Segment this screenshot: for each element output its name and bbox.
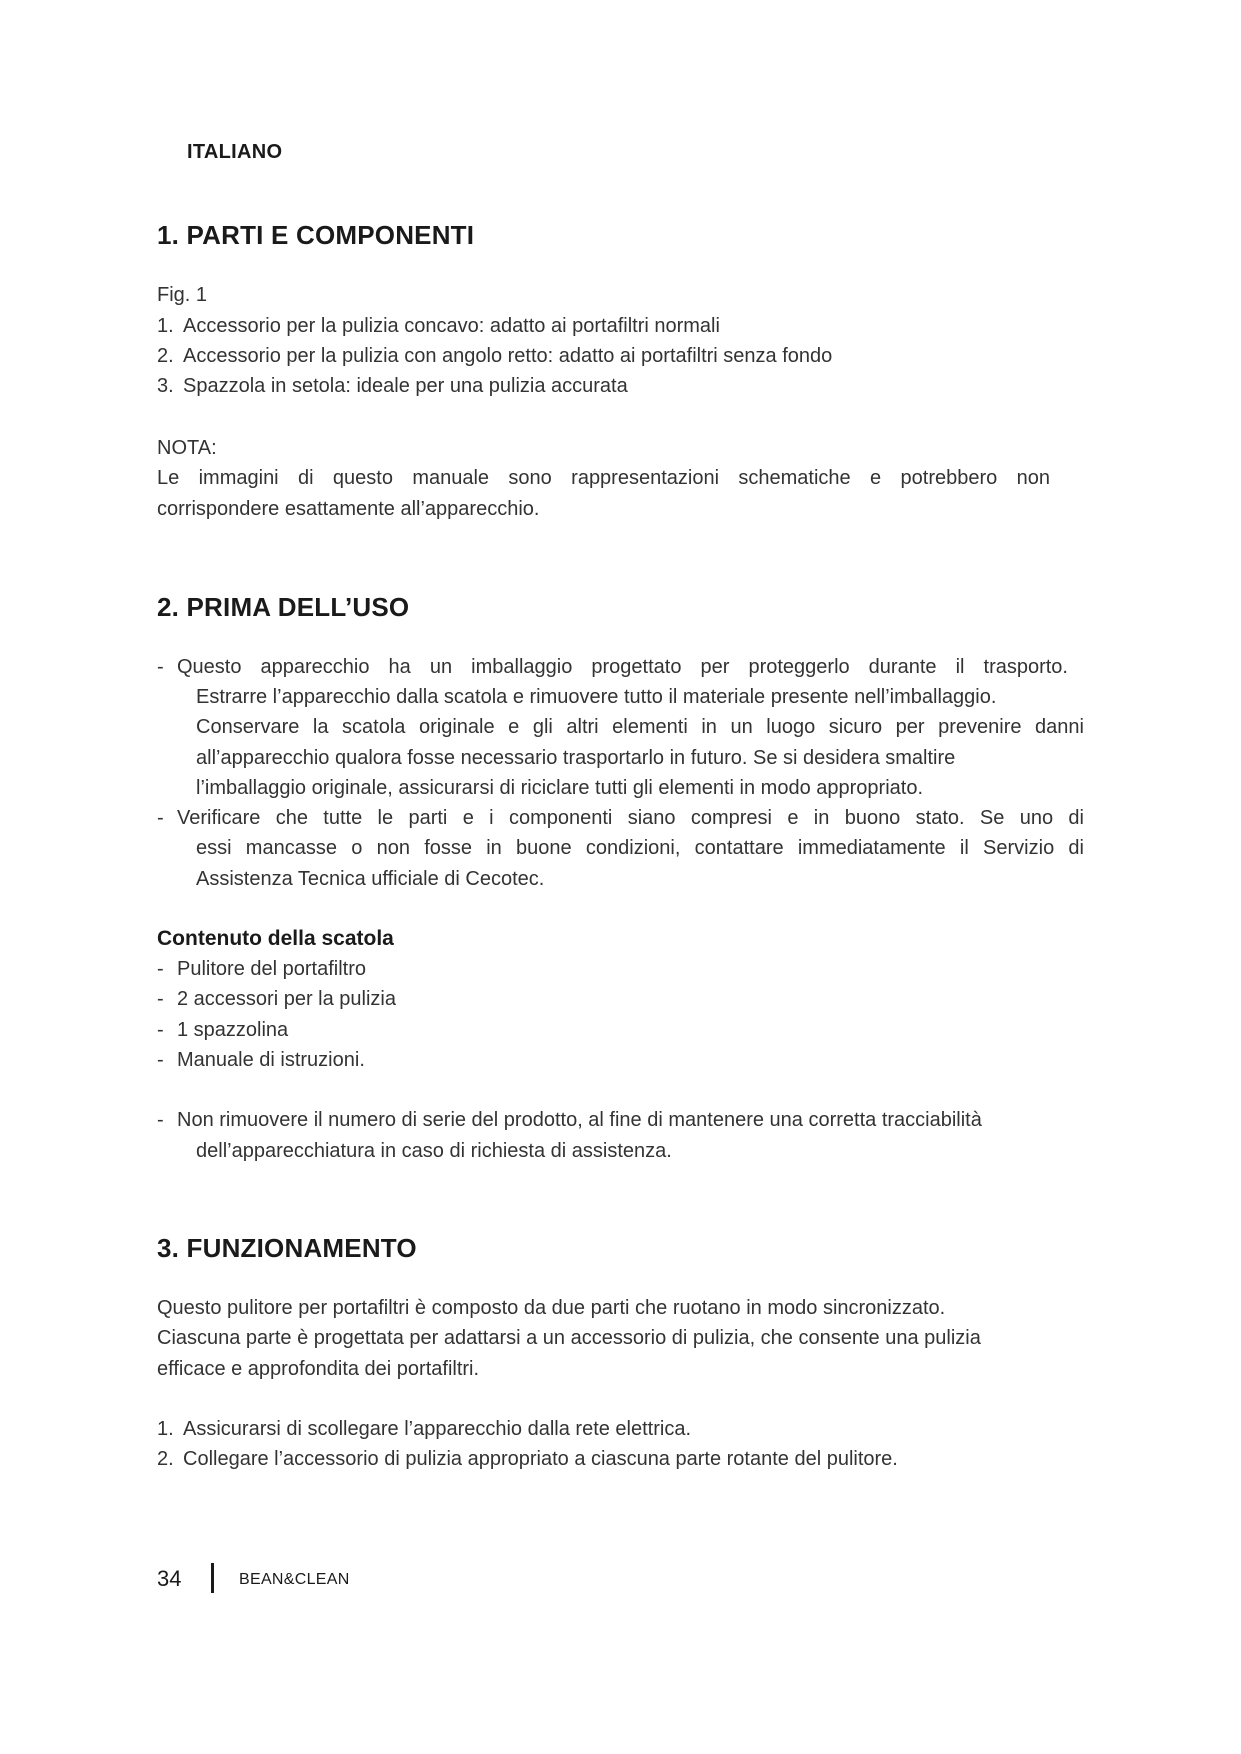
box-item: Manuale di istruzioni. (177, 1049, 365, 1071)
dash-bullet: - (157, 958, 164, 980)
step-text: Collegare l’accessorio di pulizia appropriato a ciascuna parte rotante del pulitore. (183, 1448, 898, 1470)
dash-bullet: - (157, 807, 164, 829)
list-item-text: Accessorio per la pulizia concavo: adatto ai portafiltri normali (183, 315, 720, 337)
list-item-number: 3. (157, 375, 174, 397)
section-2-title: 2. PRIMA DELL’USO (157, 592, 410, 622)
dash-bullet: - (157, 1109, 164, 1131)
box-contents-title: Contenuto della scatola (157, 927, 394, 950)
step-number: 2. (157, 1448, 174, 1470)
brand-name: BEAN&CLEAN (239, 1571, 350, 1588)
note-label: NOTA: (157, 437, 217, 459)
list-item-number: 2. (157, 345, 174, 367)
bullet-2-line-1: Verificare che tutte le parti e i componenti siano compresi e in buono stato. Se uno di (177, 807, 1084, 829)
dash-bullet: - (157, 656, 164, 678)
footer-divider (211, 1563, 214, 1593)
bullet-1-line-4: all’apparecchio qualora fosse necessario trasportarlo in futuro. Se si desidera smaltire (196, 747, 956, 769)
bullet-3-line-1: Non rimuovere il numero di serie del prodotto, al fine di mantenere una corretta tracciabilità (177, 1109, 982, 1131)
paragraph-line-1: Questo pulitore per portafiltri è composto da due parti che ruotano in modo sincronizzato. (157, 1297, 946, 1319)
list-item-text: Accessorio per la pulizia con angolo retto: adatto ai portafiltri senza fondo (183, 345, 833, 367)
bullet-2-line-3: Assistenza Tecnica ufficiale di Cecotec. (196, 868, 545, 890)
bullet-1-line-5: l’imballaggio originale, assicurarsi di riciclare tutti gli elementi in modo appropriato. (196, 777, 924, 799)
bullet-1-line-3: Conservare la scatola originale e gli altri elementi in un luogo sicuro per prevenire danni (196, 716, 1084, 738)
dash-bullet: - (157, 988, 164, 1010)
list-item (157, 311, 720, 341)
bullet-1-line-1: Questo apparecchio ha un imballaggio progettato per proteggerlo durante il trasporto. (177, 656, 1068, 678)
step-item (157, 1414, 691, 1444)
list-item (157, 371, 628, 401)
list-item-text: Spazzola in setola: ideale per una pulizia accurata (183, 375, 628, 397)
section-1-title: 1. PARTI E COMPONENTI (157, 220, 475, 250)
fig-label: Fig. 1 (157, 284, 208, 306)
note-text-line-2: corrispondere esattamente all’apparecchio. (157, 498, 540, 520)
list-item (157, 341, 832, 371)
bullet-2-line-2: essi mancasse o non fosse in buone condizioni, contattare immediatamente il Servizio di (196, 837, 1084, 859)
step-item (157, 1444, 898, 1474)
step-number: 1. (157, 1418, 174, 1440)
language-label: ITALIANO (187, 141, 283, 163)
paragraph-line-3: efficace e approfondita dei portafiltri. (157, 1358, 480, 1380)
section-3-title: 3. FUNZIONAMENTO (157, 1233, 417, 1263)
dash-bullet: - (157, 1019, 164, 1041)
box-item: 2 accessori per la pulizia (177, 988, 396, 1010)
bullet-1-line-2: Estrarre l’apparecchio dalla scatola e rimuovere tutto il materiale presente nell’imballaggio. (196, 686, 997, 708)
box-item: Pulitore del portafiltro (177, 958, 366, 980)
list-item-number: 1. (157, 315, 174, 337)
paragraph-line-2: Ciascuna parte è progettata per adattarsi a un accessorio di pulizia, che consente una pulizia (157, 1327, 981, 1349)
bullet-3-line-2: dell’apparecchiatura in caso di richiesta di assistenza. (196, 1140, 672, 1162)
note-text-line-1: Le immagini di questo manuale sono rappresentazioni schematiche e potrebbero non (157, 467, 1050, 489)
page-number: 34 (157, 1566, 182, 1591)
dash-bullet: - (157, 1049, 164, 1071)
step-text: Assicurarsi di scollegare l’apparecchio dalla rete elettrica. (183, 1418, 692, 1440)
box-item: 1 spazzolina (177, 1019, 289, 1041)
